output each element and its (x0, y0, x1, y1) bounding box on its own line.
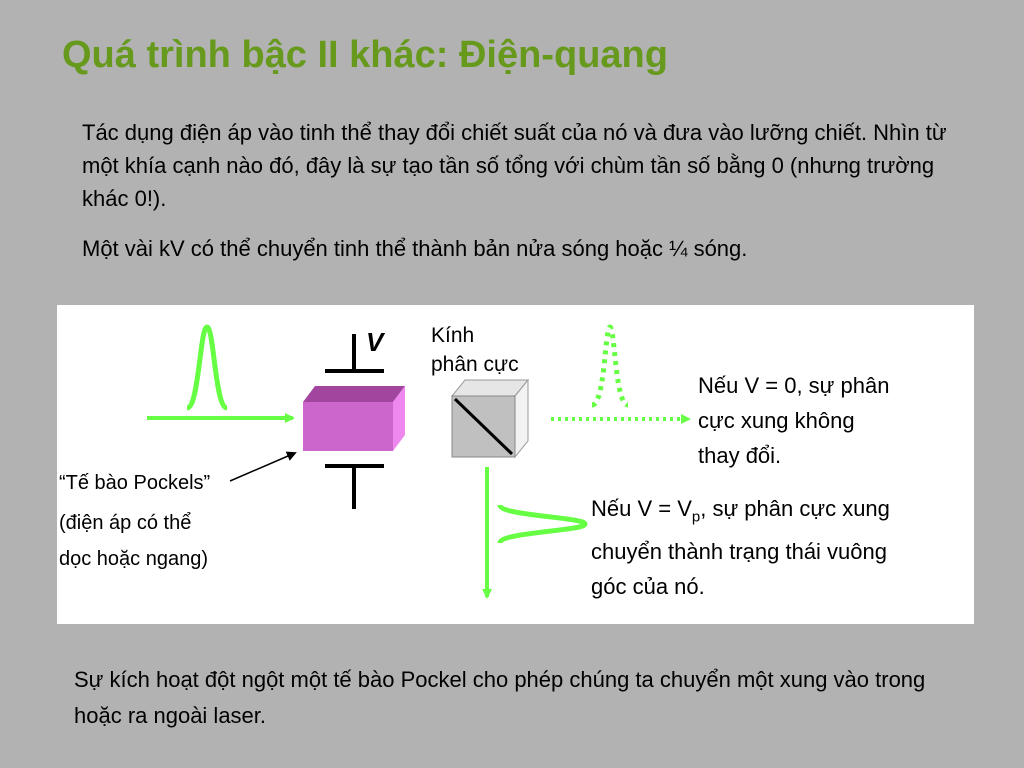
case-vp-text (591, 491, 890, 604)
case-vp-line1 (591, 491, 890, 534)
voltage-label: V (366, 327, 384, 357)
case-v0-line3: thay đổi. (698, 443, 782, 468)
pockels-note-line2: dọc hoặc ngang) (59, 548, 209, 570)
case-vp-line3: góc của nó. (591, 574, 705, 600)
bottom-paragraph: Sự kích hoạt đột ngột một tế bào Pockel cho phép chúng ta chuyển một xung vào trong hoặc ra ngoài laser. (74, 667, 926, 728)
pockels-diagram (57, 305, 974, 624)
intro-paragraph: Tác dụng điện áp vào tinh thể thay đổi chiết suất của nó và đưa vào lưỡng chiết. Nhìn từ một khía cạnh nào đó, đây là sự tạo tần số tổng với chùm tần số bằng 0 (nhưng trường khác 0!). (82, 120, 947, 211)
transmitted-pulse-icon (592, 327, 628, 405)
input-pulse-icon (187, 327, 227, 408)
polarizer-label-line1: Kính (431, 324, 475, 347)
case-vp-subscript: p (691, 508, 701, 526)
case-vp-line2: chuyển thành trạng thái vuông (591, 539, 888, 565)
reflected-pulse-icon (500, 505, 585, 543)
case-v0-line2: cực xung không (698, 408, 855, 433)
pockels-cell-caption (59, 465, 210, 577)
case-vp-suffix: , sự phân cực xung (700, 496, 890, 521)
case-vp-prefix: Nếu V = V (591, 496, 692, 521)
pockels-cell (303, 386, 405, 451)
halfwave-paragraph: Một vài kV có thể chuyển tinh thể thành bản nửa sóng hoặc ¼ sóng. (82, 236, 748, 261)
case-v0-line1: Nếu V = 0, sự phân (698, 373, 890, 398)
slide-title: Quá trình bậc II khác: Điện-quang (62, 34, 668, 76)
polarizer-label-line2: phân cực (431, 353, 519, 376)
case-v0-text (698, 368, 889, 473)
polarizer-label (431, 321, 519, 379)
pockels-pointer-arrow (230, 453, 295, 481)
pockels-label: “Tế bào Pockels” (59, 472, 211, 494)
polarizer-cube (452, 380, 528, 457)
pockels-note-line1: (điện áp có thể (59, 512, 192, 534)
